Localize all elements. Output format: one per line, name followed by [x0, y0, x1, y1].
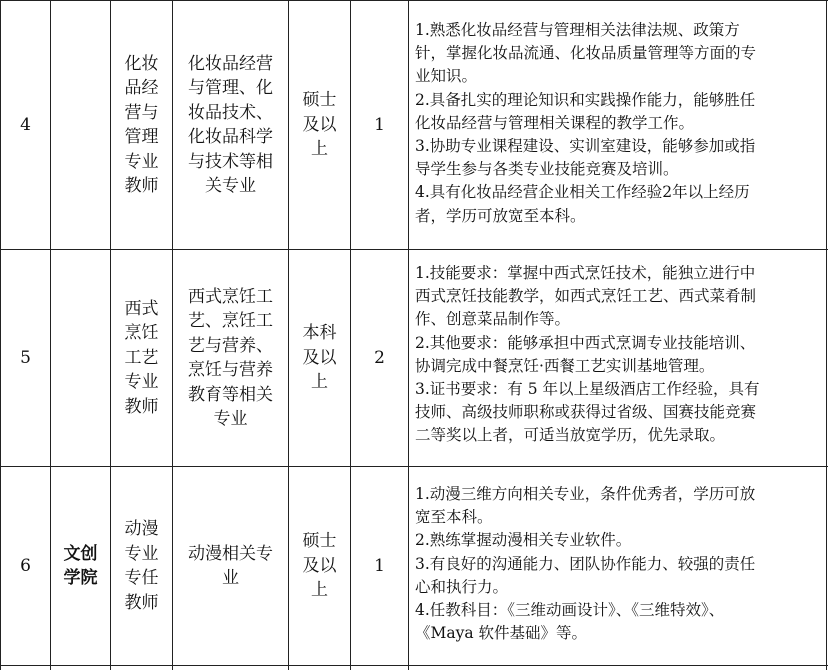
headcount: 2: [374, 347, 385, 368]
job-requirements: 1.技能要求：掌握中西式烹饪技术，能独立进行中 西式烹饪技能教学，如西式烹饪工艺、西式菜肴制 作、创意菜品制作等。 2.其他要求：能够承担中西式烹调专业技能培训、 协调完成中餐烹饪·西餐工艺实训基地管理。 3.证书要求：有 5 年以上星级酒店工作经验，具有 技师、高级技师职称或获得过省级、国赛技能竞赛 二等奖以上者，可适当放宽学历，优先录取。: [415, 264, 760, 445]
post-name: 化妆 品经 营与 管理 专业 教师: [124, 53, 159, 196]
row-number: 6: [20, 555, 31, 576]
education-requirement: 本科 及以 上: [302, 323, 337, 393]
job-requirements: 1.熟悉化妆品经营与管理相关法律法规、政策方 针，掌握化妆品流通、化妆品质量管理等方面的专 业知识。 2.具备扎实的理论知识和实践操作能力，能够胜任 化妆品经营与管理相关课程的教学工作。 3.协助专业课程建设、实训室建设，能够参加或指 导学生参与各类专业技能竞赛及培训。 4.具有化妆品经营企业相关工作经验2年以上经历 者，学历可放宽至本科。: [415, 21, 757, 225]
col-divider: [826, 0, 827, 670]
post-name: 动漫 专业 专任 教师: [124, 519, 159, 613]
row-number: 4: [20, 114, 31, 135]
department-name: 文创 学院: [63, 543, 98, 588]
row-number: 5: [20, 347, 31, 368]
major-requirement: 西式烹饪工 艺、烹饪工 艺与营养、 烹饪与营养 教育等相关 专业: [188, 286, 273, 429]
major-requirement: 化妆品经营 与管理、化 妆品技术、 化妆品科学 与技术等相 关专业: [188, 53, 273, 196]
col-divider: [408, 0, 409, 670]
post-name: 西式 烹饪 工艺 专业 教师: [124, 298, 159, 417]
major-requirement: 动漫相关专 业: [188, 543, 273, 588]
headcount: 1: [374, 555, 385, 576]
headcount: 1: [374, 114, 385, 135]
education-requirement: 硕士 及以 上: [302, 90, 337, 160]
education-requirement: 硕士 及以 上: [302, 531, 337, 601]
job-requirements: 1.动漫三维方向相关专业，条件优秀者，学历可放 宽至本科。 2.熟练掌握动漫相关专业软件。 3.有良好的沟通能力、团队协作能力、较强的责任 心和执行力。 4.任教科目：《三维动画设计》、《三维特效》、 《Maya 软件基础》等。: [415, 485, 756, 643]
row-divider: [0, 665, 828, 666]
